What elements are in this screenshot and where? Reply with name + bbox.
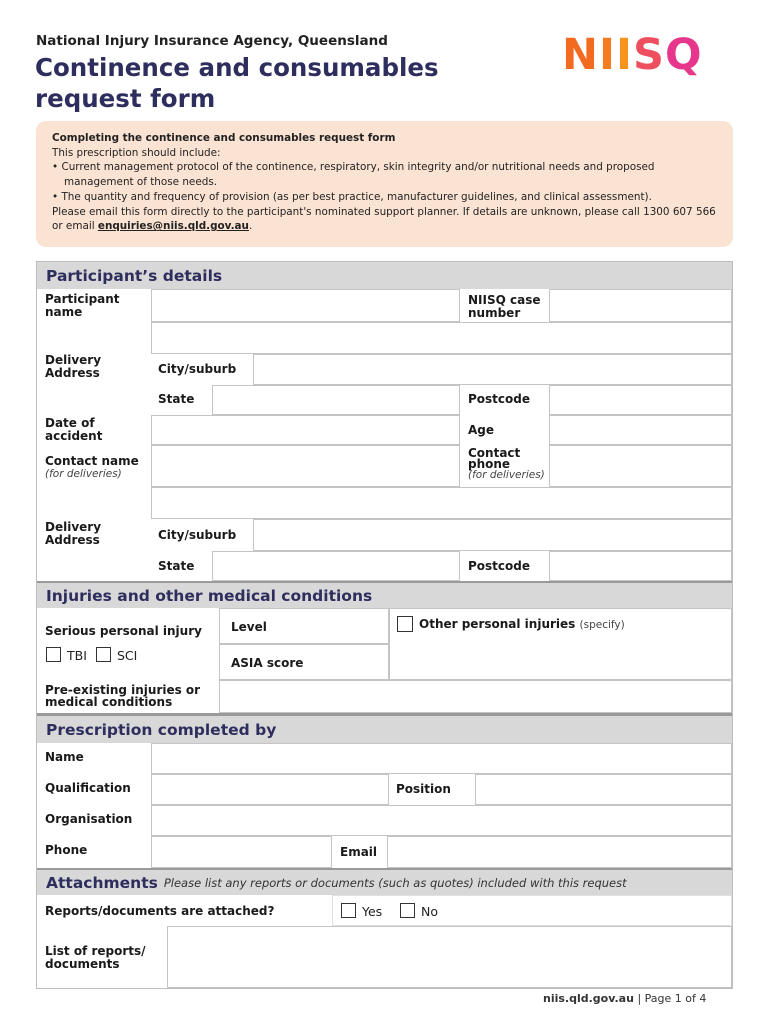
other-injuries-label: Other personal injuries (specify)	[419, 617, 625, 631]
logo-letter: I	[599, 30, 616, 80]
contact-name-input[interactable]	[151, 445, 460, 487]
city-label: City/suburb	[158, 362, 237, 376]
participant-name-input[interactable]	[151, 289, 460, 322]
organisation-label: Organisation	[45, 812, 133, 826]
section-header-injuries: Injuries and other medical conditions	[37, 581, 732, 608]
agency-name: National Injury Insurance Agency, Queensland	[36, 33, 388, 49]
tbi-checkbox[interactable]	[46, 647, 61, 662]
serious-injury-label: Serious personal injury	[45, 624, 202, 638]
contact-name-label: Contact name (for deliveries)	[45, 454, 139, 480]
page-number: Page 1 of 4	[644, 992, 707, 1005]
date-of-accident-input[interactable]	[151, 415, 460, 445]
instructions-bullet: • The quantity and frequency of provision (as per best practice, manufacturer guidelines, and clinical assessment).	[52, 190, 652, 203]
delivery-address-2-input[interactable]	[151, 487, 732, 519]
name-input[interactable]	[151, 743, 732, 774]
phone-label: Phone	[45, 843, 88, 857]
city-2-input[interactable]	[253, 519, 732, 551]
attached-label: Reports/documents are attached?	[45, 904, 275, 918]
page-title: Continence and consumables request form	[35, 53, 439, 113]
section-header-participant: Participant’s details	[37, 262, 732, 289]
list-documents-input[interactable]	[167, 926, 732, 988]
city-2-label: City/suburb	[158, 528, 237, 542]
asia-score-label: ASIA score	[231, 656, 304, 670]
sci-label: SCI	[117, 648, 138, 663]
tbi-label: TBI	[67, 648, 87, 663]
age-label: Age	[468, 423, 495, 437]
postcode-input[interactable]	[549, 385, 732, 415]
no-label: No	[421, 904, 438, 919]
email-link[interactable]: enquiries@niis.qld.gov.au	[97, 220, 249, 233]
preexisting-label: Pre-existing injuries or medical conditions	[45, 683, 201, 709]
other-injuries-checkbox[interactable]	[397, 616, 413, 632]
attached-options	[332, 895, 732, 926]
age-input[interactable]	[549, 415, 732, 445]
postcode-2-input[interactable]	[549, 551, 732, 581]
participant-name-label: Participant name	[45, 292, 120, 319]
sci-checkbox[interactable]	[96, 647, 111, 662]
footer-site[interactable]: niis.qld.gov.au	[543, 992, 634, 1005]
case-number-label: NIISQ case number	[468, 293, 541, 320]
contact-phone-label: Contact phone (for deliveries)	[468, 446, 545, 481]
section-header-prescription: Prescription completed by	[37, 713, 732, 743]
delivery-address-input[interactable]	[151, 322, 732, 354]
case-number-input[interactable]	[549, 289, 732, 322]
delivery-address-2-label: Delivery Address	[45, 520, 102, 547]
no-checkbox[interactable]	[400, 903, 415, 918]
postcode-label: Postcode	[468, 392, 531, 406]
logo-letter: Q	[664, 30, 703, 80]
preexisting-input[interactable]	[219, 680, 732, 713]
level-label: Level	[231, 620, 267, 634]
logo-letter: S	[633, 30, 665, 80]
list-documents-label: List of reports/ documents	[45, 944, 146, 971]
instructions-intro: This prescription should include:	[52, 146, 221, 159]
contact-phone-input[interactable]	[549, 445, 732, 487]
email-label: Email	[340, 845, 378, 859]
yes-label: Yes	[362, 904, 383, 919]
niisq-logo	[562, 30, 703, 80]
state-2-input[interactable]	[212, 551, 460, 581]
state-input[interactable]	[212, 385, 460, 415]
phone-input[interactable]	[151, 836, 332, 868]
instructions-bullet: • Current management protocol of the continence, respiratory, skin integrity and/or nutritional needs and proposed management of those needs.	[52, 161, 655, 189]
footer-separator: |	[637, 992, 642, 1005]
request-form	[36, 261, 733, 989]
state-2-label: State	[158, 559, 195, 573]
logo-letter: N	[562, 30, 599, 80]
delivery-address-label: Delivery Address	[45, 353, 102, 380]
yes-checkbox[interactable]	[341, 903, 356, 918]
qualification-label: Qualification	[45, 781, 131, 795]
instructions-email: Please email this form directly to the participant's nominated support planner. If details are unknown, please call 1300 607 566 or email enquiries@niis.qld.gov.au.	[52, 205, 716, 233]
postcode-2-label: Postcode	[468, 559, 531, 573]
position-input[interactable]	[475, 774, 732, 805]
date-of-accident-label: Date of accident	[45, 416, 103, 443]
organisation-input[interactable]	[151, 805, 732, 836]
instructions-panel	[36, 121, 733, 247]
instructions-heading: Completing the continence and consumables request form	[52, 132, 396, 144]
name-label: Name	[45, 750, 84, 764]
logo-letter: I	[616, 30, 633, 80]
email-input[interactable]	[387, 836, 732, 868]
section-header-attachments: Attachments Please list any reports or documents (such as quotes) included with this request	[37, 868, 732, 895]
state-label: State	[158, 392, 195, 406]
footer	[543, 992, 706, 1005]
qualification-input[interactable]	[151, 774, 389, 805]
position-label: Position	[396, 782, 451, 796]
city-input[interactable]	[253, 354, 732, 385]
